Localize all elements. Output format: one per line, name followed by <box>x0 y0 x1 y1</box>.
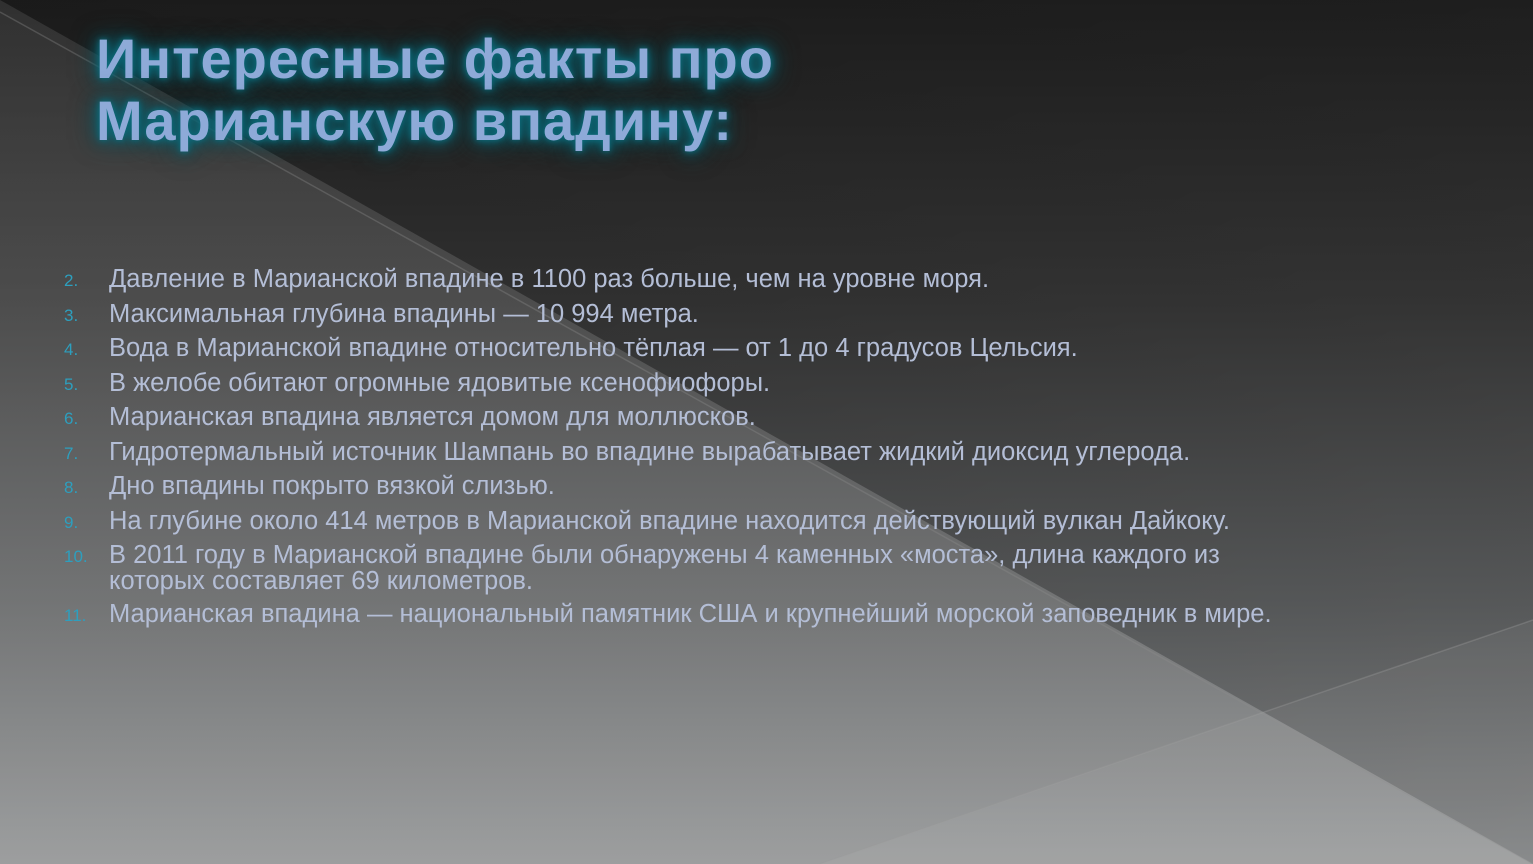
list-item-text: Вода в Марианской впадине относительно тёплая — от 1 до 4 градусов Цельсия. <box>109 334 1078 362</box>
slide-title <box>96 28 1196 152</box>
list-item-text: Максимальная глубина впадины — 10 994 метра. <box>109 299 699 328</box>
list-item-number: 4. <box>64 340 79 359</box>
list-item <box>64 335 1284 363</box>
list-item-number: 8. <box>64 478 79 497</box>
list-item-number: 3. <box>64 305 79 325</box>
list-item-number: 11. <box>64 605 87 625</box>
list-item <box>64 301 1284 329</box>
list-item <box>64 404 1284 432</box>
list-item-text: Давление в Марианской впадине в 1100 раз больше, чем на уровне моря. <box>109 265 990 293</box>
slide-title-line-1: Интересные факты про <box>96 27 774 90</box>
list-item-number: 5. <box>64 374 79 394</box>
list-item <box>64 473 1284 501</box>
list-item <box>64 439 1284 467</box>
list-item-text: Марианская впадина — национальный памятник США и крупнейший морской заповедник в мире. <box>109 599 1272 628</box>
facts-list <box>64 266 1284 635</box>
list-item-number: 6. <box>64 409 79 428</box>
list-item-number: 9. <box>64 512 79 532</box>
list-item-text: Гидротермальный источник Шампань во впадине вырабатывает жидкий диоксид углерода. <box>109 437 1191 466</box>
list-item-text: Дно впадины покрыто вязкой слизью. <box>109 472 555 500</box>
list-item-number: 2. <box>64 271 79 290</box>
list-item <box>64 266 1284 294</box>
slide-title-line-2: Марианскую впадину: <box>96 89 734 152</box>
list-item <box>64 601 1284 629</box>
list-item-text: На глубине около 414 метров в Марианской впадине находится действующий вулкан Дайкоку. <box>109 506 1230 535</box>
list-item-number: 10. <box>64 547 88 566</box>
list-item-text: В 2011 году в Марианской впадине были обнаружены 4 каменных «моста», длина каждого из которых составляет 69 километров. <box>109 541 1220 595</box>
list-item-number: 7. <box>64 443 79 463</box>
list-item-text: Марианская впадина является домом для моллюсков. <box>109 403 756 431</box>
list-item <box>64 542 1284 594</box>
list-item-text: В желобе обитают огромные ядовитые ксенофиофоры. <box>109 368 771 397</box>
list-item <box>64 370 1284 398</box>
list-item <box>64 508 1284 536</box>
